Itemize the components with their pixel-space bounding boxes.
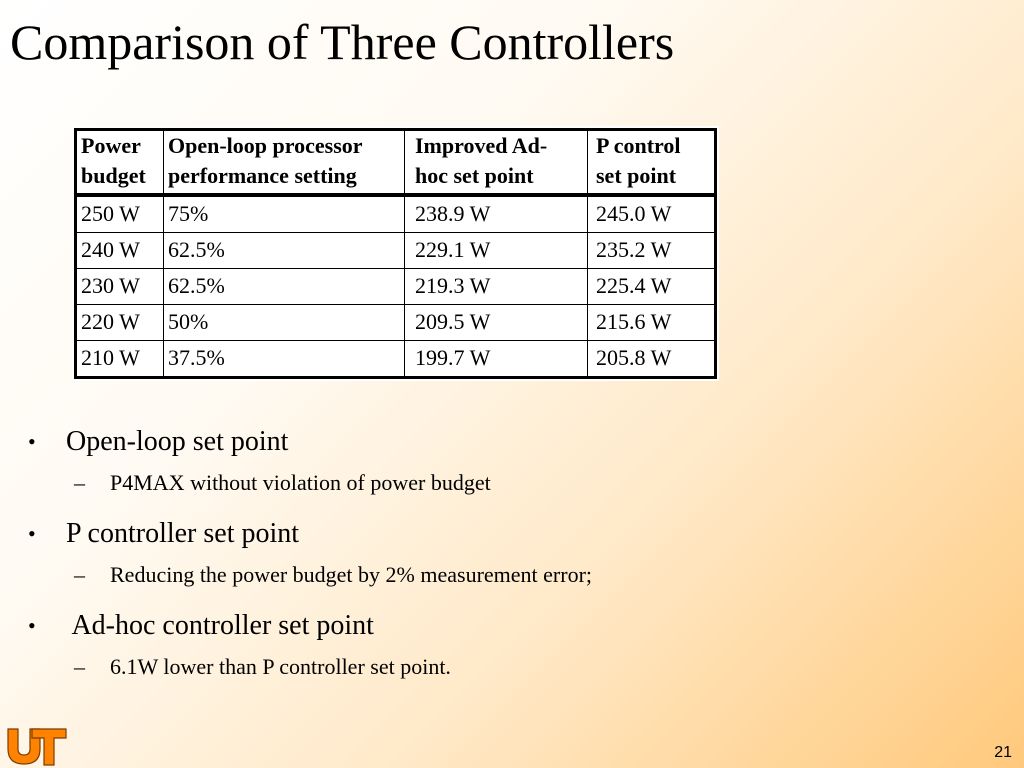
table-cell: 37.5%	[164, 341, 405, 378]
table-cell: 219.3 W	[405, 269, 588, 305]
table-cell: 220 W	[76, 305, 164, 341]
comparison-table	[74, 128, 717, 379]
table-cell: 62.5%	[164, 233, 405, 269]
table-cell: 75%	[164, 195, 405, 233]
header-open-loop	[164, 130, 405, 196]
table-cell: 229.1 W	[405, 233, 588, 269]
table-cell: 50%	[164, 305, 405, 341]
sub-bullet-text: 6.1W lower than P controller set point.	[110, 654, 451, 679]
table-row	[76, 341, 716, 378]
table-cell: 250 W	[76, 195, 164, 233]
table-cell: 199.7 W	[405, 341, 588, 378]
dash-icon: –	[74, 654, 85, 679]
table-cell: 205.8 W	[588, 341, 716, 378]
table-row	[76, 233, 716, 269]
bullet-text: Open-loop set point	[66, 426, 289, 457]
header-line: performance setting	[168, 163, 357, 188]
bullet-dot-icon: •	[28, 521, 36, 546]
bullet-item	[28, 516, 592, 552]
sub-bullet-text: P4MAX without violation of power budget	[110, 470, 491, 495]
header-p-control	[588, 130, 716, 196]
table-cell: 215.6 W	[588, 305, 716, 341]
bullet-list	[28, 424, 592, 700]
bullet-dot-icon: •	[28, 429, 36, 454]
comparison-table-container	[72, 126, 719, 381]
bullet-text: P controller set point	[66, 518, 300, 549]
table-cell: 230 W	[76, 269, 164, 305]
sub-bullet-item	[28, 560, 592, 590]
table-row	[76, 305, 716, 341]
bullet-item	[28, 424, 592, 460]
sub-bullet-item	[28, 468, 592, 498]
bullet-item	[28, 608, 592, 644]
header-line: Improved Ad-	[415, 133, 548, 158]
bullet-text: Ad-hoc controller set point	[66, 610, 374, 641]
ut-logo-icon	[4, 726, 68, 766]
slide-title: Comparison of Three Controllers	[10, 14, 675, 70]
table-cell: 238.9 W	[405, 195, 588, 233]
header-adhoc	[405, 130, 588, 196]
table-cell: 235.2 W	[588, 233, 716, 269]
header-line: Open-loop processor	[168, 133, 363, 158]
table-cell: 209.5 W	[405, 305, 588, 341]
table-row	[76, 269, 716, 305]
header-line: hoc set point	[415, 163, 534, 188]
dash-icon: –	[74, 562, 85, 587]
sub-bullet-item	[28, 652, 592, 682]
page-number: 21	[994, 744, 1012, 761]
table-cell: 225.4 W	[588, 269, 716, 305]
header-line: budget	[81, 163, 146, 188]
table-cell: 210 W	[76, 341, 164, 378]
sub-bullet-text: Reducing the power budget by 2% measurement error;	[110, 562, 593, 587]
table-cell: 245.0 W	[588, 195, 716, 233]
header-line: set point	[596, 163, 677, 188]
header-line: P control	[596, 133, 681, 158]
bullet-dot-icon: •	[28, 613, 36, 638]
header-line: Power	[81, 133, 141, 158]
dash-icon: –	[74, 470, 85, 495]
header-power-budget	[76, 130, 164, 196]
table-row	[76, 195, 716, 233]
table-cell: 240 W	[76, 233, 164, 269]
table-cell: 62.5%	[164, 269, 405, 305]
table-header-row	[76, 130, 716, 196]
